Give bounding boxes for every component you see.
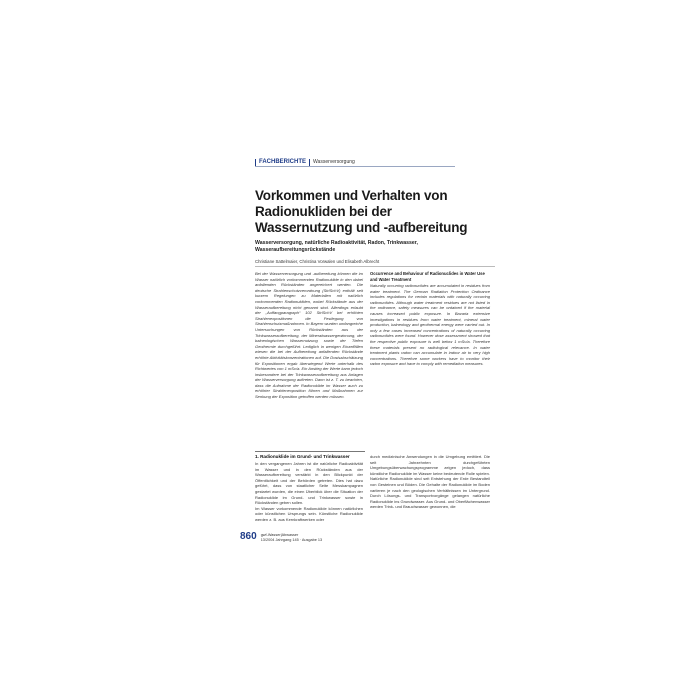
article-keywords: Wasserversorgung, natürliche Radioaktivität, Radon, Trinkwasser, Wasseraufbereitungsrückstände — [255, 240, 418, 253]
page-footer — [240, 532, 322, 542]
abstract-german: Bei der Wasserversorgung und -aufbereitung können die im Wasser natürlich vorkommenden Radionuklide in den dabei anfallenden Rückständen angereichert werden. Die deutsche Strahlenschutzverordnung (StrlSchV) enthält seit kurzem Regelungen zu Materialien mit natürlich vorkommenden Radionukliden, wobei Rückstände aus der Wasseraufbereitung nicht genannt sind. Allerdings erlaubt der „Auffangparagraph“ 102 StrlSchV bei erhöhten Strahlenexpositionen die Festlegung von Strahlenschutzmaßnahmen. In Bayern wurden umfangreiche Untersuchungen von Rückständen aus der Trinkwasseraufbereitung, der Mineralwassergewinnung, der balneologischen Wassernutzung sowie der Tiefen Geothermie durchgeführt. Lediglich in wenigen Einzelfällen wiesen die bei der Aufbereitung anfallenden Rückstände erhöhte Aktivitätskonzentrationen auf. Die Dosisabschätzung für Expositionen ergab überwiegend Werte unterhalb des Richtwertes von 1 mSv/a. Ein Anstieg der Werte kann jedoch insbesondere bei der Trinkwasseraufbereitung aus Anlagen der Wasserversorgung auftreten. Dann ist z. T. zu beachten, dass die Aufnahme der Radionuklide im Wasser auch zu erhöhter Strahlenexposition führen und Maßnahmen zur Senkung der Exposition getroffen werden müssen. — [255, 271, 363, 400]
article-authors: Christiane Sattelmaier, Christina Vorwalen und Elisabeth Albrecht — [255, 259, 380, 264]
abstract-english: Naturally occurring radionuclides are accumulated in residues from water treatment. The German Radiation Protection Ordinance includes regulations for certain materials with naturally occurring radionuclides. Although water treatment residues are not listed in the ordinance, safety measures can be ordained if the material causes increased public exposure. In Bavaria extensive investigations in residues from water treatment, mineral water production, balneology and geothermal energy were carried out. In only a few cases increased concentrations of naturally occurring radionuclides were found. However dose assessment showed that the respective public exposure is well below 1 mSv/a. Therefore these materials present no radiological relevance. In water treatment plants radon can accumulate in indoor air to very high concentrations. Therefore some workers have to monitor their radon exposure and have to comply with remediation measures. — [370, 283, 490, 367]
body-text-left: In den vergangenen Jahren ist die natürliche Radioaktivität im Wasser und in den Rückständen aus der Wasseraufbereitung verstärkt in den Blickpunkt der Öffentlichkeit und der Behörden getreten. Dies hat dazu geführt, dass von staatlicher Seite Messkampagnen gestartet wurden, die einen Überblick über die Situation der Radionuklide im Grund- und Trinkwasser sowie in Rückständen geben sollen. Im Wasser vorkommende Radionuklide können natürlichen oder künstlichen Ursprungs sein. Künstliche Radionuklide werden z. B. aus Kernkraftwerken oder — [255, 461, 363, 522]
section-label: FACHBERICHTE — [259, 159, 307, 165]
journal-info — [261, 533, 322, 542]
section-heading: 1. Radionuklide im Grund- und Trinkwasser — [255, 454, 350, 459]
article-title: Vorkommen und Verhalten von Radionukliden bei der Wassernutzung und -aufbereitung — [255, 188, 468, 235]
body-text-right: durch medizinische Anwendungen in die Umgebung emittiert. Die seit Jahrzehnten durchgeführten Umgebungsüberwachungsprogramme zeigen jedoch, dass künstliche Radionuklide im Wasser keine bedeutende Rolle spielen. Natürliche Radionuklide sind seit Entstehung der Erde Bestandteil von Gesteinen und Böden. Die Gehalte der Radionuklide im Boden variieren je nach den geologischen Verhältnissen im Untergrund. Durch Lösungs- und Transportvorgänge gelangen natürliche Radionuklide ins Grundwasser. Aus Grund- und Oberflächenwasser werden Trink- und Brauchwasser gewonnen, die — [370, 454, 490, 510]
authors-divider — [255, 266, 495, 267]
header-bar-right — [309, 159, 310, 166]
subsection-label: Wasserversorgung — [313, 159, 355, 165]
section-divider — [255, 451, 365, 452]
journal-name: gwf-Wasser|Abwasser — [260, 533, 299, 538]
section-header — [255, 159, 355, 166]
header-bar-left — [255, 159, 256, 166]
header-rule — [255, 166, 455, 167]
abstract-english-title: Occurrence and Behaviour of Radionuclides in Water Use and Water Treatment — [370, 271, 485, 282]
journal-issue: 13/2004 Jahrgang 145 · Ausgabe 13 — [260, 537, 323, 542]
page-number: 860 — [240, 531, 257, 542]
